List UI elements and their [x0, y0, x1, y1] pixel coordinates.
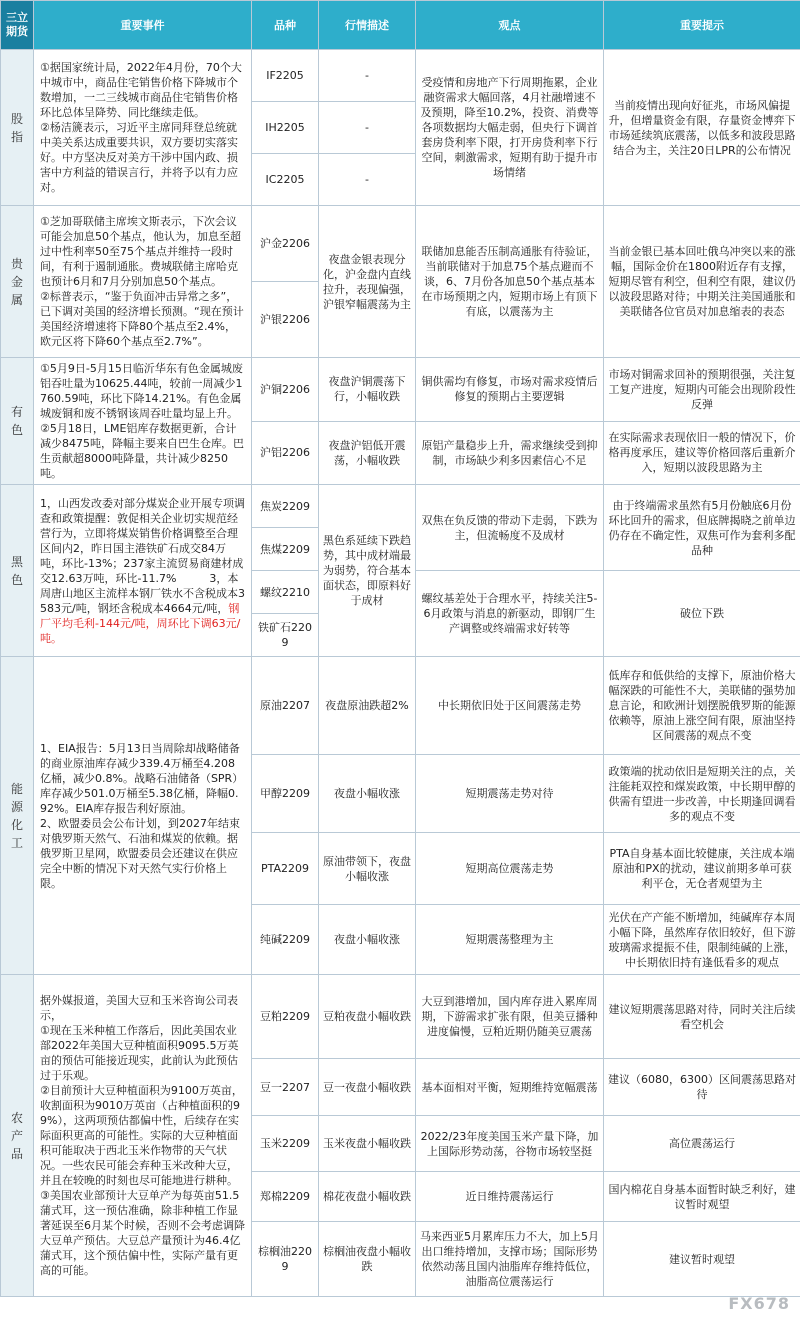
table-row: [1, 358, 800, 422]
table-row: [1, 50, 800, 102]
desc-cell: 夜盘小幅收涨: [319, 755, 416, 833]
view-cell: 2022/23年度美国玉米产量下降，加上国际形势动荡，谷物市场较坚挺: [416, 1116, 604, 1172]
table-row: [1, 657, 800, 755]
desc-cell: 豆一夜盘小幅收跌: [319, 1059, 416, 1116]
sector-label-agri: 农 产 品: [1, 975, 34, 1297]
header-desc: 行情描述: [319, 1, 416, 50]
tip-cell: 国内棉花自身基本面暂时缺乏利好，建议暂时观望: [604, 1172, 800, 1222]
desc-cell: 夜盘小幅收涨: [319, 905, 416, 975]
header-product: 品种: [252, 1, 319, 50]
view-cell: 大豆到港增加，国内库存进入累库周期，下游需求扩张有限，但美豆播种进度偏慢，豆粕近期仍随美豆震荡: [416, 975, 604, 1059]
tip-cell: 市场对铜需求回补的预期很强，关注复工复产进度，短期内可能会出现阶段性反弹: [604, 358, 800, 422]
events-ferrous-text: 1，山西发改委对部分煤炭企业开展专项调查和政策提醒：敦促相关企业切实规范经营行为，立即将煤炭销售价格调整至合理区间内2，昨日国主港铁矿石成交84万吨，环比-13%；237家主流贸易商建材成交12.63万吨，环比-11.7% 3，本周唐山地区主流样本钢厂铁水不含税成本3583元/吨，钢坯含税成本4664元/吨，: [40, 496, 245, 615]
product-cell: IC2205: [252, 154, 319, 206]
desc-precious-metal: 夜盘金银表现分化，沪金盘内直线拉升，表现偏强，沪银窄幅震荡为主: [319, 206, 416, 358]
view-cell: 短期震荡走势对待: [416, 755, 604, 833]
product-cell: 焦煤2209: [252, 528, 319, 571]
watermark-logo: FX678: [728, 1294, 790, 1313]
desc-cell: 夜盘原油跌超2%: [319, 657, 416, 755]
product-cell: 原油2207: [252, 657, 319, 755]
desc-cell: 棕榈油夜盘小幅收跌: [319, 1222, 416, 1297]
view-cell: 马来西亚5月累库压力不大，加上5月出口维持增加，支撑市场；国际形势依然动荡且国内油脂库存维持低位，油脂高位震荡运行: [416, 1222, 604, 1297]
view-cell: 近日维持震荡运行: [416, 1172, 604, 1222]
tip-precious-metal: 当前金银已基本回吐俄乌冲突以来的涨幅，国际金价在1800附近存有支撑，短期尽管有利空，但利空有限，建议仍以波段思路对待；中期关注美国通胀和美联储各位官员对加息缩表的表态: [604, 206, 800, 358]
table-row: [1, 206, 800, 282]
product-cell: 纯碱2209: [252, 905, 319, 975]
tip-cell: PTA自身基本面比较健康，关注成本端原油和PX的扰动，建议前期多单可获利平仓，无仓者观望为主: [604, 833, 800, 905]
desc-cell: 夜盘沪铝低开震荡，小幅收跌: [319, 421, 416, 485]
view-cell: 短期高位震荡走势: [416, 833, 604, 905]
tip-cell: 建议（6080，6300）区间震荡思路对待: [604, 1059, 800, 1116]
product-cell: 焦炭2209: [252, 485, 319, 528]
view-cell: 中长期依旧处于区间震荡走势: [416, 657, 604, 755]
product-cell: 沪铝2206: [252, 421, 319, 485]
view-cell: 铜供需均有修复，市场对需求疫情后修复的预期占主要逻辑: [416, 358, 604, 422]
product-cell: IH2205: [252, 102, 319, 154]
tip-stock: 当前疫情出现向好征兆，市场风偏提升，但增量资金有限，存量资金博弈下市场延续筑底震荡，以低多和波段思路结合为主，关注20日LPR的公布情况: [604, 50, 800, 206]
product-cell: 玉米2209: [252, 1116, 319, 1172]
desc-cell: -: [319, 50, 416, 102]
view-cell: 短期震荡整理为主: [416, 905, 604, 975]
desc-cell: 棉花夜盘小幅收跌: [319, 1172, 416, 1222]
view-cell: 原铝产量稳步上升，需求继续受到抑制，市场缺少利多因素信心不足: [416, 421, 604, 485]
desc-cell: 原油带领下，夜盘小幅收涨: [319, 833, 416, 905]
tip-cell: 高位震荡运行: [604, 1116, 800, 1172]
tip-cell: 低库存和低供给的支撑下，原油价格大幅深跌的可能性不大，美联储的强势加息言论，和欧洲计划摆脱俄罗斯的能源依赖等，原油上涨空间有限，原油坚持区间震荡的观点不变: [604, 657, 800, 755]
sector-label-stock: 股 指: [1, 50, 34, 206]
product-cell: 铁矿石2209: [252, 614, 319, 657]
tip-ferrous-rebar: 破位下跌: [604, 571, 800, 657]
header-row: [1, 1, 800, 50]
tip-cell: 在实际需求表现依旧一般的情况下，价格再度承压，建议等价格回落后重新介入，短期以波段思路为主: [604, 421, 800, 485]
product-cell: IF2205: [252, 50, 319, 102]
product-cell: 沪银2206: [252, 282, 319, 358]
desc-cell: 豆粕夜盘小幅收跌: [319, 975, 416, 1059]
view-precious-metal: 联储加息能否压制高通胀有待验证，当前联储对于加息75个基点避而不谈，6、7月份各加息50个基点基本在市场预期之内，短期市场上有顶下有底，以震荡为主: [416, 206, 604, 358]
tip-ferrous-coke: 由于终端需求虽然有5月份触底6月份环比回升的需求，但底牌揭晓之前单边仍存在不确定性，双焦可作为套利多配品种: [604, 485, 800, 571]
events-agri: 据外媒报道，美国大豆和玉米咨询公司表示， ①现在玉米种植工作落后，因此美国农业部2022年美国大豆种植面积9095.5万英亩的预估可能接近现实，此前认为此预估过于乐观。 ②目前预计大豆种植面积为9100万英亩，收割面积为9010万英亩（占种植面积的99%），这两项预估都偏中性，后续存在实际面积更高的可能性。实际的大豆种植面积可能取决于西北玉米作物带的天气状况。一些农民可能会弃种玉米改种大豆，并且在较晚的时刻也尽可能地进行耕种。 ③美国农业部预计大豆单产为每英亩51.5蒲式耳，这一预估准确，除非种植工作显著延误至6月某个时候，否则不会考虑调降大豆单产预估。大豆总产量预计为46.4亿蒲式耳，这个预估偏中性，实际产量有更高的可能。: [34, 975, 252, 1297]
product-cell: 沪铜2206: [252, 358, 319, 422]
sector-label-precious-metal: 贵 金 属: [1, 206, 34, 358]
tip-cell: 光伏在产产能不断增加，纯碱库存本周小幅下降，虽然库存依旧较好，但下游玻璃需求提振不佳，限制纯碱的上涨，中长期依旧持有逢低看多的观点: [604, 905, 800, 975]
product-cell: 沪金2206: [252, 206, 319, 282]
desc-ferrous: 黑色系延续下跌趋势，其中成材端最为弱势，符合基本面状态，即原料好于成材: [319, 485, 416, 657]
product-cell: 豆粕2209: [252, 975, 319, 1059]
product-cell: 豆一2207: [252, 1059, 319, 1116]
tip-cell: 建议短期震荡思路对待，同时关注后续看空机会: [604, 975, 800, 1059]
desc-cell: 夜盘沪铜震荡下行，小幅收跌: [319, 358, 416, 422]
view-ferrous-coke: 双焦在负反馈的带动下走弱，下跌为主，但流畅度不及成材: [416, 485, 604, 571]
sector-label-ferrous: 黑 色: [1, 485, 34, 657]
events-stock: ①据国家统计局，2022年4月份，70个大中城市中，商品住宅销售价格下降城市个数增加，一二三线城市商品住宅销售价格环比总体呈降势、同比继续走低。 ②杨洁篪表示，习近平主席同拜登总统就中美关系达成重要共识，双方要切实落实好。中方坚决反对美方干涉中国内政、损害中方利益的错误言行，并将予以有力应对。: [34, 50, 252, 206]
product-cell: 螺纹2210: [252, 571, 319, 614]
header-tip: 重要提示: [604, 1, 800, 50]
table-row: [1, 485, 800, 528]
view-cell: 基本面相对平衡，短期维持宽幅震荡: [416, 1059, 604, 1116]
product-cell: 甲醇2209: [252, 755, 319, 833]
product-cell: 郑棉2209: [252, 1172, 319, 1222]
product-cell: 棕榈油2209: [252, 1222, 319, 1297]
tip-cell: 建议暂时观望: [604, 1222, 800, 1297]
sector-label-nonferrous: 有 色: [1, 358, 34, 485]
events-ferrous-highlight: 钢厂平均毛利-144元/吨，周环比下调63元/吨。: [40, 601, 241, 645]
events-energy: 1、EIA报告：5月13日当周除却战略储备的商业原油库存减少339.4万桶至4.208亿桶，减少0.8%。战略石油储备（SPR）库存减少501.0万桶至5.38亿桶，降幅0.92%。EIA库存报告利好原油。 2、欧盟委员会公布计划，到2027年结束对俄罗斯天然气、石油和煤炭的依赖。据俄罗斯卫星网，欧盟委员会还建议在供应完全中断的情况下对天然气实行价格上限。: [34, 657, 252, 975]
header-company: 三立 期货: [1, 1, 34, 50]
table-row: [1, 975, 800, 1059]
desc-cell: -: [319, 154, 416, 206]
product-cell: PTA2209: [252, 833, 319, 905]
header-events: 重要事件: [34, 1, 252, 50]
header-view: 观点: [416, 1, 604, 50]
events-ferrous: [34, 485, 252, 657]
view-ferrous-rebar: 螺纹基差处于合理水平，持续关注5-6月政策与消息的新驱动，即钢厂生产调整或终端需求好转等: [416, 571, 604, 657]
events-precious-metal: ①芝加哥联储主席埃文斯表示，下次会议可能会加息50个基点，他认为，加息至超过中性利率50至75个基点并维持一段时间，有利于遏制通胀。费城联储主席哈克也预计6月和7月分别加息50个基点。 ②标普表示，“鉴于负面冲击异常之多”，已下调对美国的经济增长预测。“现在预计美国经济增速将下降80个基点至2.4%，欧元区将下降60个基点至2.7%”。: [34, 206, 252, 358]
desc-cell: -: [319, 102, 416, 154]
tip-cell: 政策端的扰动依旧是短期关注的点，关注能耗双控和煤炭政策，中长期甲醇的供需有望进一步改善，中长期逢回调看多的观点不变: [604, 755, 800, 833]
view-stock: 受疫情和房地产下行周期拖累，企业融资需求大幅回落，4月社融增速不及预期，降至10.2%，投资、消费等各项数据均大幅走弱，但央行下调首套房贷利率下限，打开房贷利率下行空间，刺激需求，短期有助于提升市场情绪: [416, 50, 604, 206]
desc-cell: 玉米夜盘小幅收跌: [319, 1116, 416, 1172]
events-nonferrous: ①5月9日-5月15日临沂华东有色金属城废铝吞吐量为10625.44吨，较前一周减少1760.59吨，环比下降14.21%。有色金属城废铜和废不锈钢该周吞吐量均显上升。 ②5月18日，LME铝库存数据更新，合计减少8475吨，降幅主要来自巴生仓库。巴生贡献超8000吨降量，共计减少8250吨。: [34, 358, 252, 485]
sector-label-energy: 能 源 化 工: [1, 657, 34, 975]
